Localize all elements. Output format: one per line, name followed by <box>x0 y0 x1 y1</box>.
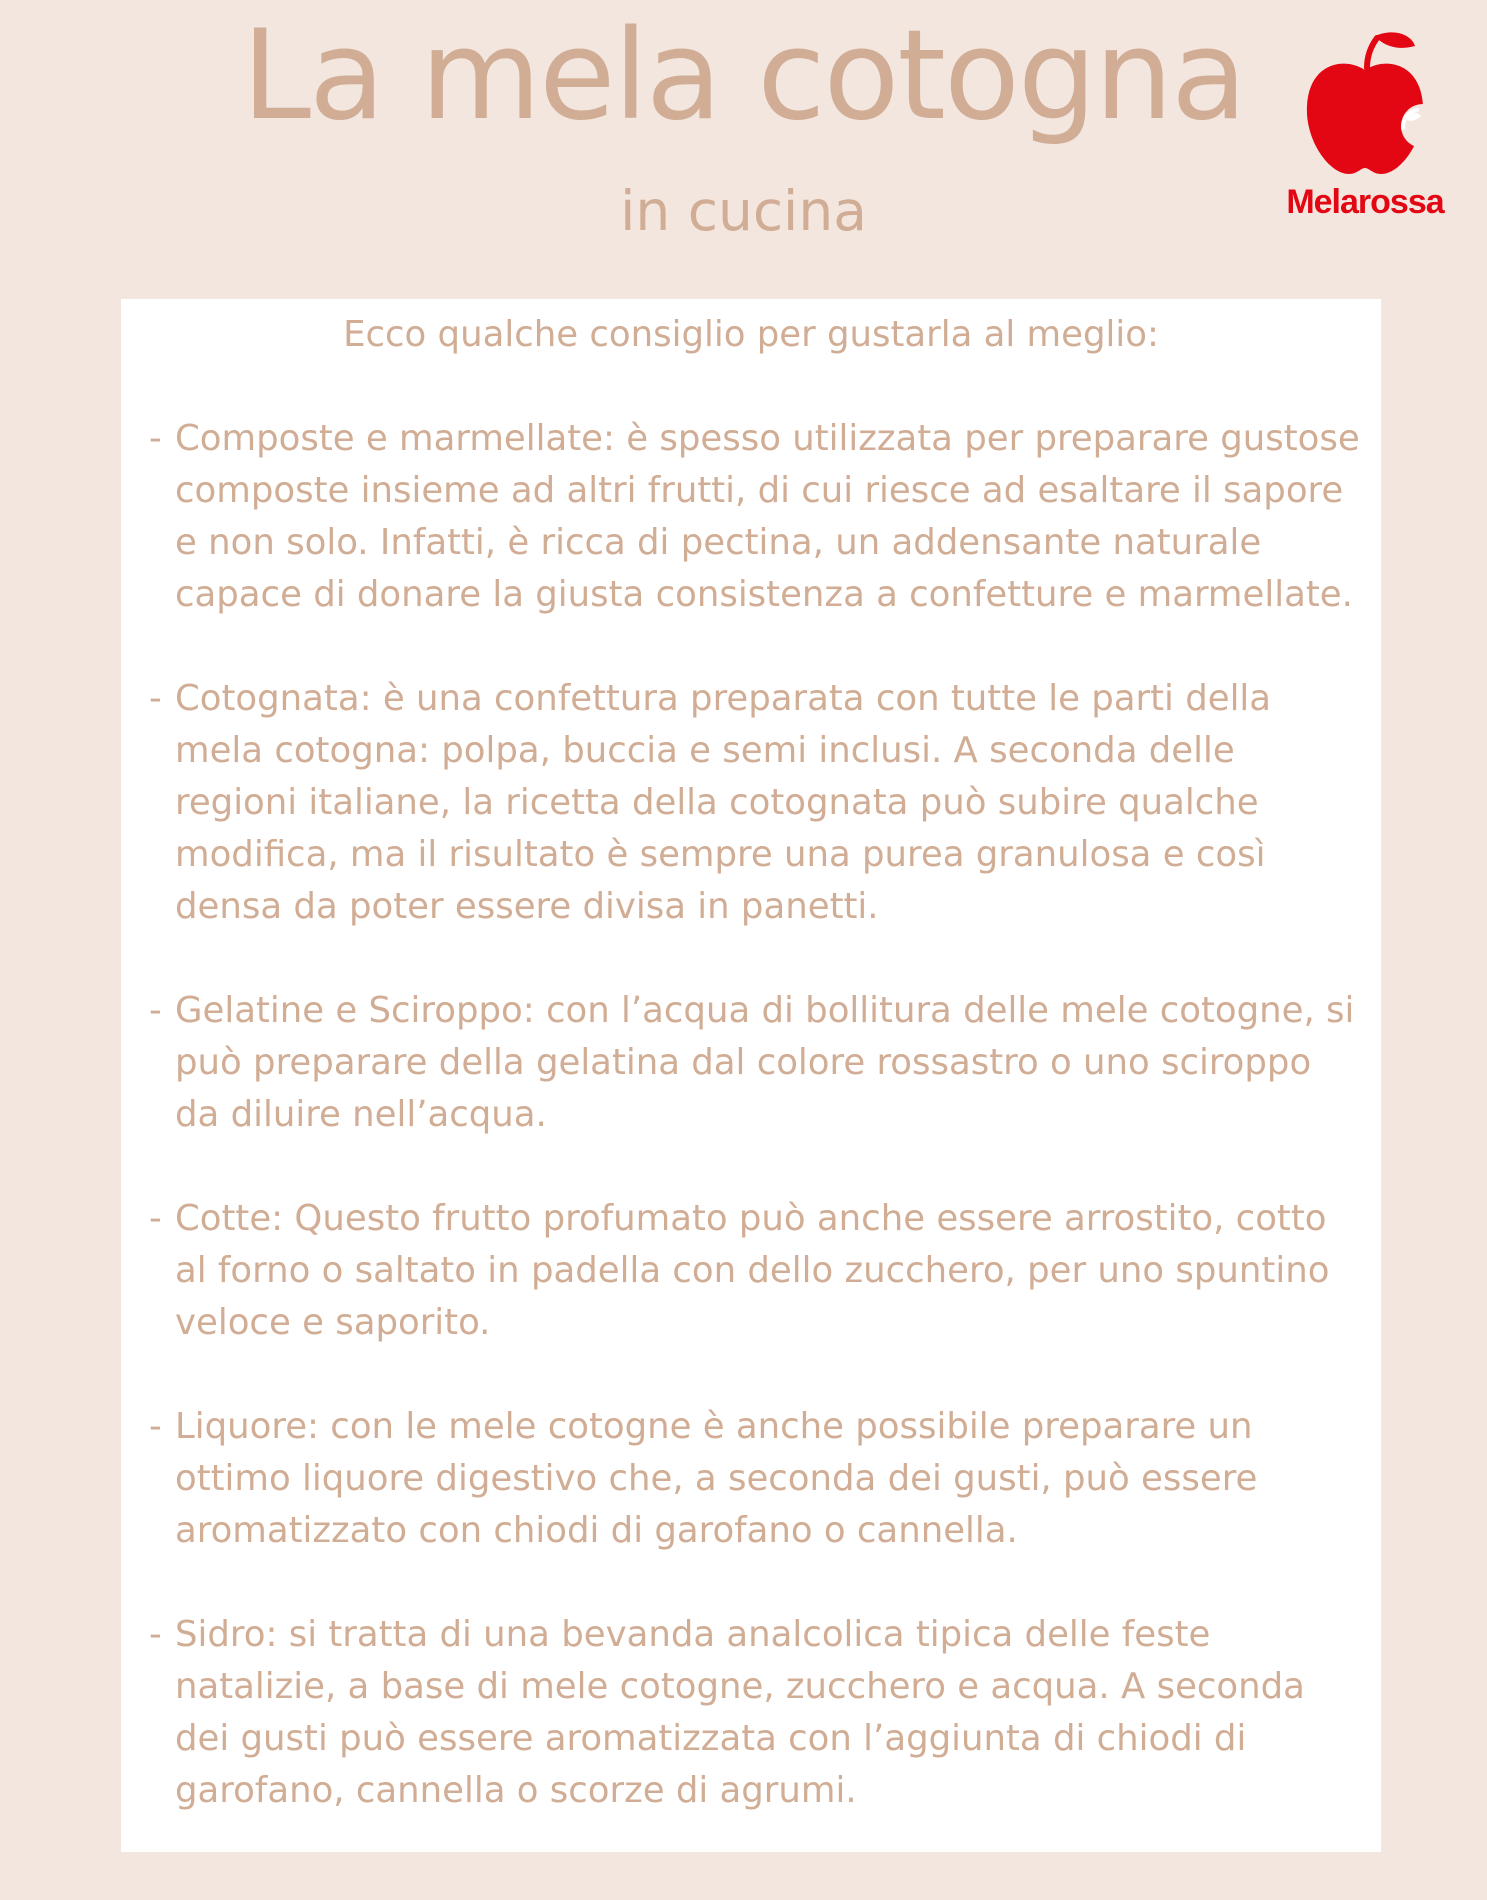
tip-text: Cotte: Questo frutto profumato può anche essere arrostito, cotto al forno o saltato in padella con dello zucchero, per uno spuntino veloce e saporito. <box>175 1198 1330 1343</box>
intro-text: Ecco qualche consiglio per gustarla al meglio: <box>343 314 1159 355</box>
bullet-dash: - <box>149 990 162 1031</box>
tip-text: Cotognata: è una confettura preparata con tutte le parti della mela cotogna: polpa, buccia e semi inclusi. A seconda delle regioni italiane, la ricetta della cotognata può subire qualche modifica, ma il risultato è sempre una purea granulosa e così densa da poter essere divisa in panetti. <box>175 678 1272 927</box>
bullet-dash: - <box>149 678 162 719</box>
page-title: La mela cotogna <box>241 4 1246 148</box>
list-item <box>149 413 1363 621</box>
list-item <box>149 673 1363 933</box>
list-item <box>149 985 1363 1141</box>
tip-text: Composte e marmellate: è spesso utilizzata per preparare gustose composte insieme ad altri frutti, di cui riesce ad esaltare il sapore e non solo. Infatti, è ricca di pectina, un addensante naturale capace di donare la giusta consistenza a confetture e marmellate. <box>175 418 1360 615</box>
brand-name: Melarossa <box>1286 183 1444 221</box>
apple-icon <box>1303 28 1427 178</box>
tip-text: Liquore: con le mele cotogne è anche possibile preparare un ottimo liquore digestivo che, a seconda dei gusti, può essere aromatizzato con chiodi di garofano o cannella. <box>175 1406 1258 1551</box>
tip-text: Sidro: si tratta di una bevanda analcolica tipica delle feste natalizie, a base di mele cotogne, zucchero e acqua. A seconda dei gusti può essere aromatizzata con l’aggiunta di chiodi di garofano, cannella o scorze di agrumi. <box>175 1614 1305 1811</box>
bullet-dash: - <box>149 1198 162 1239</box>
bullet-dash: - <box>149 1614 162 1655</box>
page-subtitle: in cucina <box>620 179 867 243</box>
bullet-dash: - <box>149 1406 162 1447</box>
list-item <box>149 1609 1363 1817</box>
tip-text: Gelatine e Sciroppo: con l’acqua di bollitura delle mele cotogne, si può preparare della gelatina dal colore rossastro o uno sciroppo da diluire nell’acqua. <box>175 990 1355 1135</box>
brand-logo[interactable] <box>1270 28 1460 228</box>
bullet-dash: - <box>149 418 162 459</box>
list-item <box>149 1193 1363 1349</box>
tips-card <box>121 299 1381 1852</box>
list-item <box>149 1401 1363 1557</box>
